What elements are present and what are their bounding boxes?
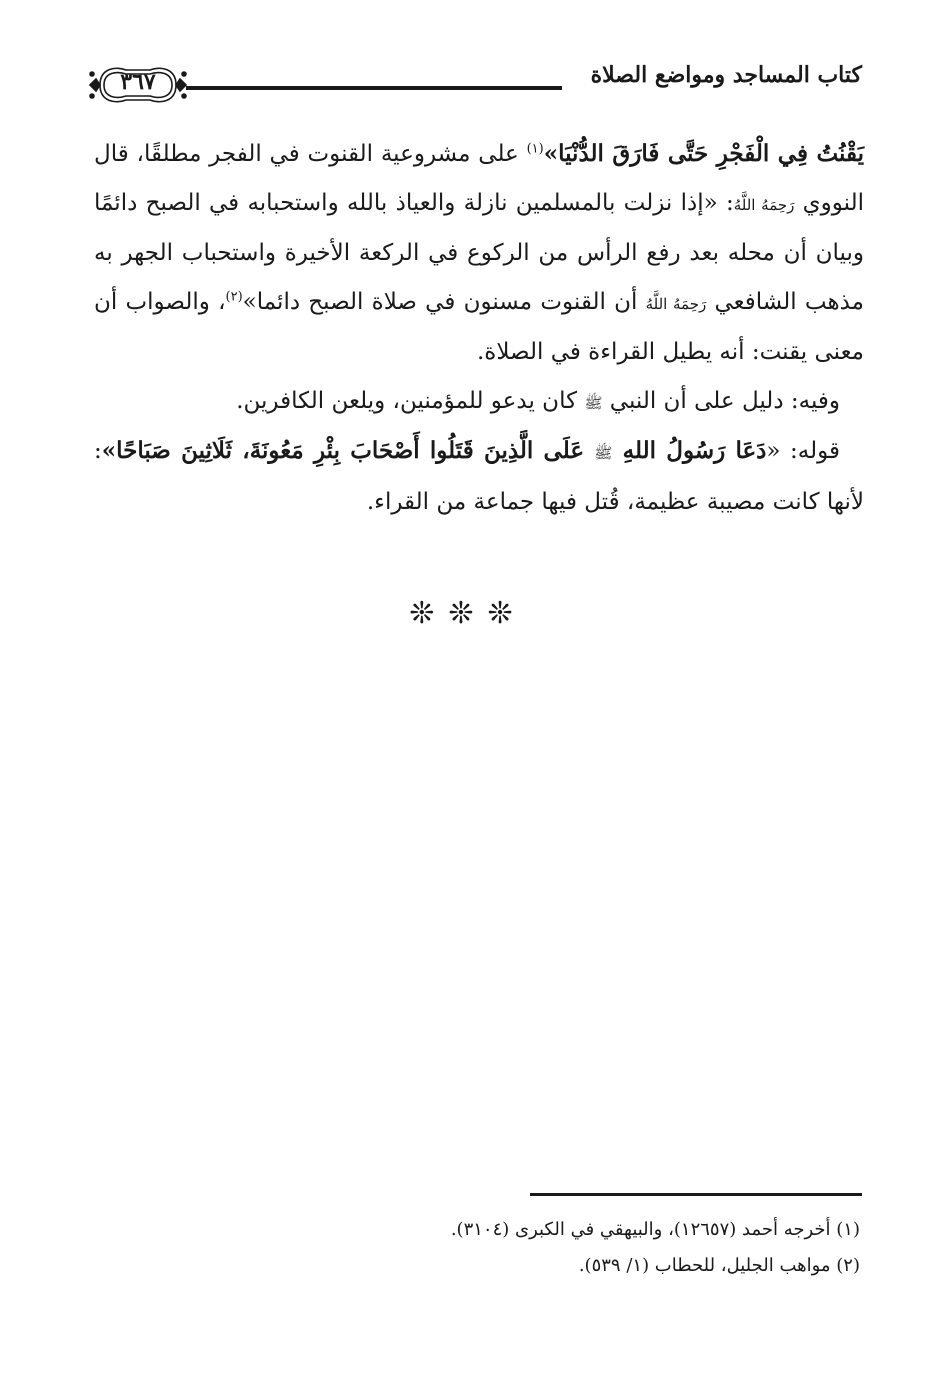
footnotes [160, 1212, 860, 1284]
page-number-ornament [86, 60, 190, 110]
paragraph-1-text-b: : «إذا نزلت بالمسلمين نازلة والعياذ بالله واستحبابه في الصبح دائمًا وبيان أن محله بعد رفع الرأس من الركوع في الركعة الأخيرة واستحباب الجهر به مذهب الشافعي [94, 189, 865, 315]
header-rule [186, 86, 562, 90]
hadith-quote-2a: دَعَا رَسُولُ اللهِ [612, 437, 767, 464]
footnote-1: (١) أخرجه أحمد (١٢٦٥٧)، والبيهقي في الكبرى (٣١٠٤). [450, 1219, 860, 1240]
paragraph-1-text-a: على مشروعية القنوت في الفجر مطلقًا، قال النووي [94, 141, 865, 216]
hadith-quote-2b: عَلَى الَّذِينَ قَتَلُوا أَصْحَابَ بِئْرِ مَعُونَةَ، ثَلَاثِينَ صَبَاحًا» [101, 437, 595, 464]
running-title: كتاب المساجد ومواضع الصلاة [590, 62, 862, 88]
paragraph-2-text-b: كان يدعو للمؤمنين، ويلعن الكافرين. [236, 387, 585, 414]
honorific-shafii: رَحِمَهُ اللَّهُ [645, 294, 707, 313]
hadith-quote-1: يَقْنُتُ فِي الْفَجْرِ حَتَّى فَارَقَ الدُّنْيَا» [543, 140, 865, 167]
salutation-icon: ﷺ [594, 444, 613, 462]
footnote-marker-2: (٢) [225, 288, 243, 304]
paragraph-3-text-b: : لأنها كانت مصيبة عظيمة، قُتل فيها جماعة من القراء. [94, 438, 864, 515]
paragraph-1-text-c: أن القنوت مسنون في صلاة الصبح دائما» [242, 288, 646, 315]
paragraph-3 [94, 427, 864, 526]
footnote-2: (٢) مواهب الجليل، للحطاب (١/ ٥٣٩). [578, 1255, 860, 1276]
paragraph-2 [94, 377, 864, 428]
paragraph-1 [94, 130, 864, 377]
main-text [94, 130, 864, 526]
paragraph-2-text-a: وفيه: دليل على أن النبي [602, 387, 840, 414]
honorific-nawawi: رَحِمَهُ اللَّهُ [733, 195, 795, 214]
paragraph-3-text-a: قوله: « [766, 438, 840, 464]
salutation-icon: ﷺ [584, 393, 603, 412]
paragraph-1-text-d: ، والصواب أن معنى يقنت: أنه يطيل القراءة في الصلاة. [94, 288, 864, 365]
section-separator-icon: ❊❊❊ [409, 596, 527, 631]
footnote-marker-1: (١) [526, 141, 544, 157]
page-header [86, 58, 862, 116]
page-number: ٣٦٧ [120, 69, 156, 95]
footnote-rule [530, 1193, 862, 1196]
